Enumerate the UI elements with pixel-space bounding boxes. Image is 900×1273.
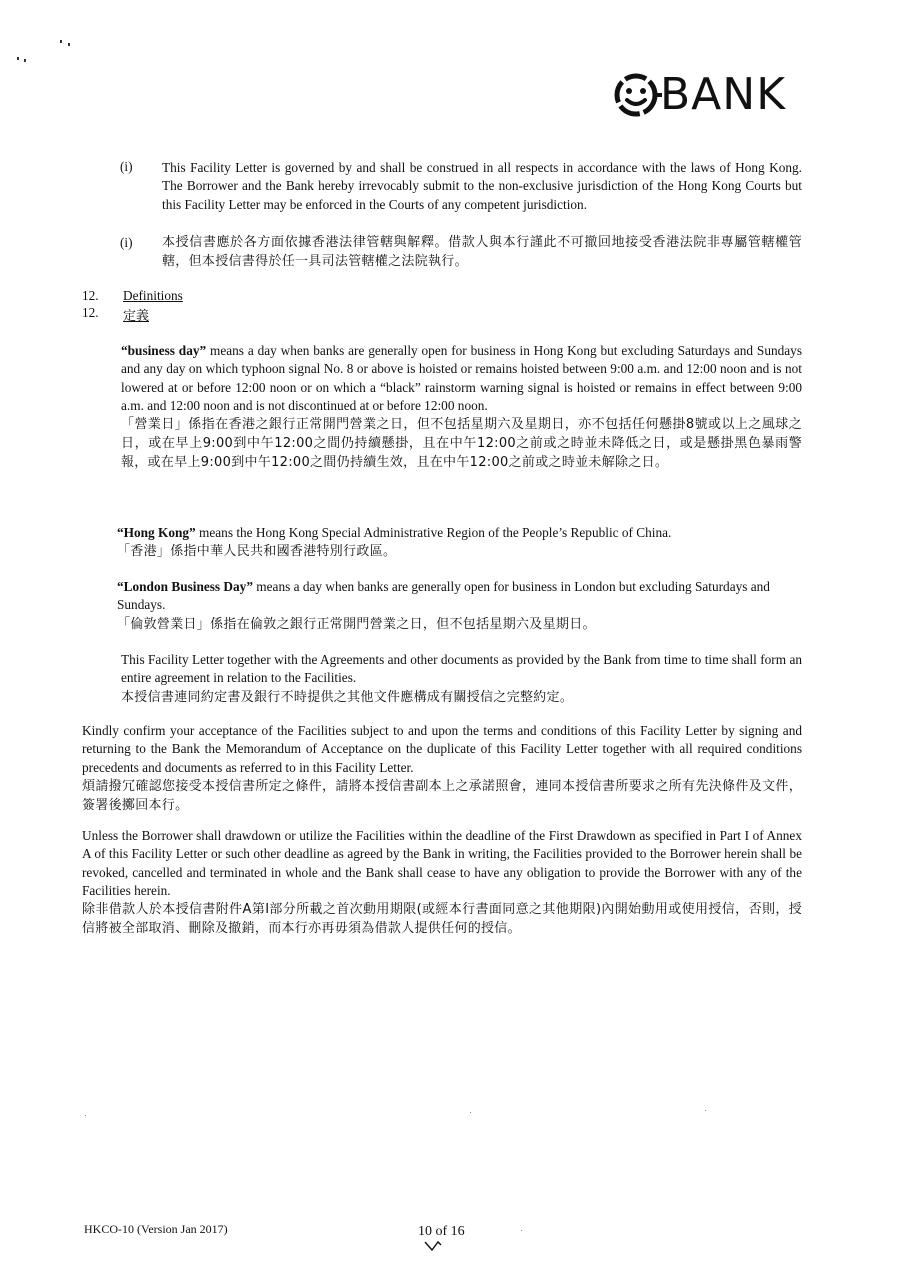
- section-title-zh: 定義: [123, 309, 150, 324]
- scan-speck: [85, 1115, 86, 1116]
- checkmark-icon: [424, 1240, 446, 1256]
- definition-text-zh: 「倫敦營業日」係指在倫敦之銀行正常開門營業之日，但不包括星期六及星期日。: [117, 616, 596, 632]
- bank-logo: [612, 70, 786, 120]
- acceptance-zh: 煩請撥冗確認您接受本授信書所定之條件，請將本授信書副本上之承諾照會，連同本授信書所要求之所有先決條件及文件，簽署後擲回本行。: [82, 778, 802, 813]
- definition-hong-kong: [117, 524, 807, 561]
- definition-text-zh: 「香港」係指中華人民共和國香港特別行政區。: [117, 544, 397, 560]
- section-number: 12.: [82, 305, 99, 320]
- scan-speck: [60, 40, 62, 43]
- clause-marker: (i): [120, 159, 133, 174]
- page-number: 10 of 16: [418, 1224, 465, 1239]
- definition-london-business-day: [117, 578, 787, 634]
- clause-marker: (i): [120, 235, 133, 250]
- form-code: HKCO-10 (Version Jan 2017): [84, 1222, 228, 1236]
- drawdown-paragraph: Unless the Borrower shall drawdown or utilize the Facilities within the deadline of the First Drawdown as specified in Part I of Annex A of this Facility Letter or such other deadline as agreed by the Bank in writing, the Facilities provided to the Borrower herein shall be revoked, cancelled and terminated in whole and the Bank shall cease to have any obligation to provide the Borrower with any of the Facilities herein. 除非借款人於本授信書附件A第I部分所載之首次動用期限(或經本行書面同意之其他期限)內開始動用或使用授信，否則，授信將被全部取消、刪除及撤銷，而本行亦再毋須為借款人提供任何的授信。: [82, 828, 802, 937]
- definition-term: “Hong Kong”: [117, 525, 196, 540]
- logo-text: BANK: [660, 69, 787, 120]
- definition-text: means a day when banks are generally open for business in Hong Kong but excluding Saturdays and Sundays and any day on which typhoon signal No. 8 or above is hoisted or remains hoisted between 9:00 a.m. and 12:00 noon and is not lowered at or before 12:00 noon or on which a “black” rainstorm warning signal is hoisted or remains in effect between 9:00 a.m. and 12:00 noon and is not discontinued at or before 12:00 noon.: [121, 343, 802, 413]
- definition-term: “London Business Day”: [117, 579, 253, 594]
- scan-speck: [68, 43, 70, 46]
- scan-speck: [24, 59, 26, 62]
- entire-agreement-zh: 本授信書連同約定書及銀行不時提供之其他文件應構成有關授信之完整約定。: [121, 689, 574, 705]
- scan-speck: [470, 1112, 471, 1113]
- section-title: Definitions: [123, 288, 183, 303]
- definition-text: means a day when banks are generally open for business in London but excluding Saturdays and Sundays.: [117, 579, 770, 613]
- scan-speck: [705, 1110, 706, 1111]
- drawdown-zh: 除非借款人於本授信書附件A第I部分所載之首次動用期限(或經本行書面同意之其他期限)內開始動用或使用授信，否則，授信將被全部取消、刪除及撤銷，而本行亦再毋須為借款人提供任何的授信。: [82, 902, 802, 937]
- entire-agreement-clause: This Facility Letter together with the Agreements and other documents as provided by the Bank from time to time shall form an entire agreement in relation to the Facilities. 本授信書連同約定書及銀行不時提供之其他文件應構成有關授信之完整約定。: [121, 652, 802, 705]
- governing-law-clause-zh: 本授信書應於各方面依據香港法律管轄與解釋。借款人與本行謹此不可撤回地接受香港法院非專屬管轄權管轄，但本授信書得於任一具司法管轄權之法院執行。: [162, 235, 802, 269]
- scan-speck: [521, 1230, 522, 1231]
- definition-term: “business day”: [121, 343, 207, 358]
- definition-business-day: [121, 342, 802, 472]
- definition-text-zh: 「營業日」係指在香港之銀行正常開門營業之日，但不包括星期六及星期日，亦不包括任何懸掛8號或以上之風球之日，或在早上9:00到中午12:00之間仍持續懸掛，且在中午12:00之前或之時並未降低之日，或是懸掛黑色暴雨警報，或在早上9:00到中午12:00之間仍持續生效，且在中午12:00之前或之時並未解除之日。: [121, 417, 802, 471]
- acceptance-paragraph: Kindly confirm your acceptance of the Facilities subject to and upon the terms and conditions of this Facility Letter by signing and returning to the Bank the Memorandum of Acceptance on the duplicate of this Facility Letter together with all required conditions precedents and documents as referred to in this Facility Letter. 煩請撥冗確認您接受本授信書所定之條件，請將本授信書副本上之承諾照會，連同本授信書所要求之所有先決條件及文件，簽署後擲回本行。: [82, 723, 802, 813]
- section-number: 12.: [82, 288, 99, 303]
- definition-text: means the Hong Kong Special Administrative Region of the People’s Republic of China.: [195, 525, 672, 540]
- scan-speck: [17, 57, 19, 60]
- smiley-face-icon: [612, 70, 662, 120]
- governing-law-clause-en: This Facility Letter is governed by and shall be construed in all respects in accordance with the laws of Hong Kong. The Borrower and the Bank hereby irrevocably submit to the non-exclusive jurisdiction of the Hong Kong Courts but this Facility Letter may be enforced in the Courts of any competent jurisdiction.: [162, 160, 802, 212]
